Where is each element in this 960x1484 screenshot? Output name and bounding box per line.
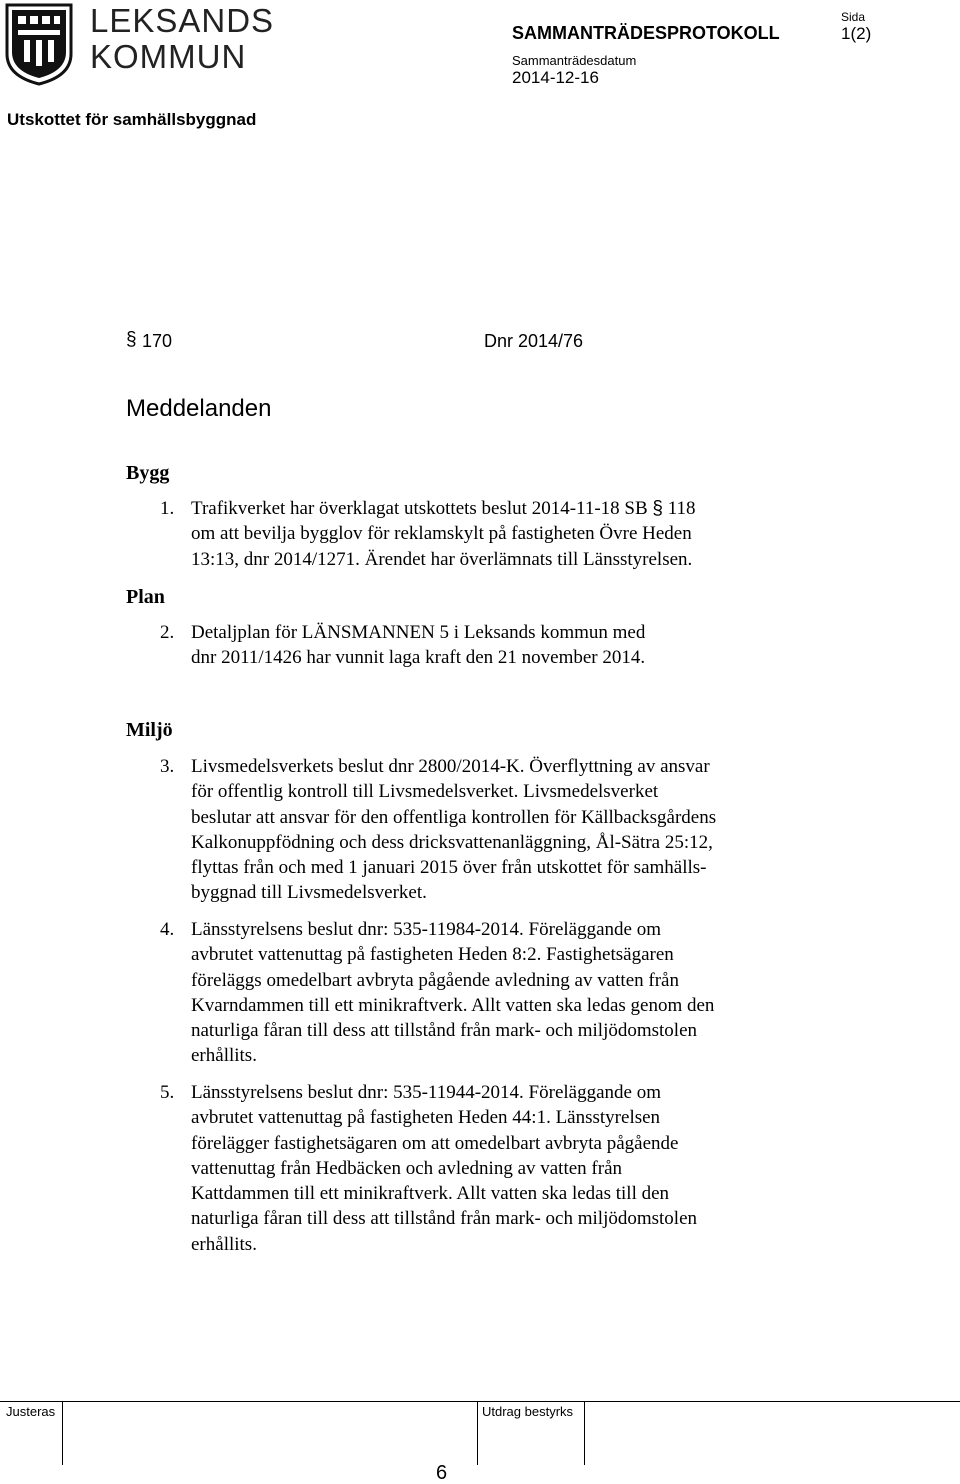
section-heading-miljo: Miljö (126, 719, 173, 741)
list-item-line: Kalkonuppfödning och dess dricksvattenanläggning, Ål-Sätra 25:12, (191, 831, 713, 853)
list-item (191, 917, 831, 1069)
page-title: Meddelanden (126, 395, 272, 422)
list-item-line: Länsstyrelsens beslut dnr: 535-11984-2014. Föreläggande om (191, 919, 661, 940)
list-item-line: Kattdammen till ett minikraftverk. Allt vatten ska ledas till den (191, 1183, 670, 1205)
list-item-line: flyttas från och med 1 januari 2015 över från utskottet för samhälls- (191, 857, 707, 879)
document-type: SAMMANTRÄDESPROTOKOLL (512, 23, 780, 43)
list-item-line: 13:13, dnr 2014/1271. Ärendet har överlämnats till Länsstyrelsen. (191, 548, 693, 570)
list-item-line: för offentlig kontroll till Livsmedelsverket. Livsmedelsverket (191, 781, 659, 803)
list-item-line: Länsstyrelsens beslut dnr: 535-11944-2014. Föreläggande om (191, 1082, 661, 1103)
list-item-line: avbrutet vattenuttag på fastigheten Heden 44:1. Länsstyrelsen (191, 1107, 661, 1129)
case-number: 170 (142, 331, 173, 351)
committee-name: Utskottet för samhällsbyggnad (7, 110, 257, 129)
footer-divider (0, 1401, 960, 1402)
case-dnr: Dnr 2014/76 (484, 331, 584, 351)
list-item (191, 496, 831, 572)
list-item (191, 620, 831, 671)
list-item-line: Livsmedelsverkets beslut dnr 2800/2014-K. Överflyttning av ansvar (191, 756, 710, 777)
list-item-number: 4. (160, 919, 175, 940)
list-item-line: Trafikverket har överklagat utskottets beslut 2014-11-18 SB § 118 (191, 498, 696, 519)
list-item-number: 5. (160, 1082, 175, 1103)
logo-wordmark-line1: LEKSANDS (90, 2, 275, 39)
footer-utdrag-label: Utdrag bestyrks (482, 1404, 574, 1419)
list-item (191, 1080, 831, 1257)
list-item-number: 3. (160, 756, 175, 777)
page-count: 1(2) (841, 24, 872, 43)
list-item-number: 2. (160, 622, 175, 643)
list-item-number: 1. (160, 498, 175, 519)
section-heading-bygg: Bygg (126, 462, 170, 484)
list-item-line: Kvarndammen till ett minikraftverk. Allt vatten ska ledas genom den (191, 994, 715, 1016)
footer-column-divider (477, 1401, 478, 1465)
section-symbol: § (652, 498, 663, 519)
list-item-line: förelägger fastighetsägaren om att omedelbart avbryta pågående (191, 1132, 679, 1154)
list-item-line: byggnad till Livsmedelsverket. (191, 882, 427, 904)
page-label: Sida (841, 10, 866, 24)
section-symbol: § (126, 329, 137, 350)
list-item-line: naturliga fåran till dess att tillstånd från mark- och miljödomstolen (191, 1020, 698, 1042)
page-number: 6 (436, 1462, 448, 1484)
meeting-date-label: Sammanträdesdatum (512, 53, 637, 68)
list-item-line: Detaljplan för LÄNSMANNEN 5 i Leksands kommun med (191, 622, 646, 643)
list-item-line: dnr 2011/1426 har vunnit laga kraft den 21 november 2014. (191, 647, 646, 669)
list-item-line: erhållits. (191, 1045, 257, 1067)
list-item (191, 754, 831, 906)
footer-column-divider (62, 1401, 63, 1465)
footer-justeras-label: Justeras (6, 1404, 56, 1419)
footer-column-divider (584, 1401, 585, 1465)
list-item-line: beslutar att ansvar för den offentliga kontrollen för Källbacksgårdens (191, 806, 717, 828)
list-item-line: erhållits. (191, 1233, 257, 1255)
logo-wordmark-line2: KOMMUN (90, 38, 247, 75)
municipality-crest-logo (4, 2, 74, 86)
section-heading-plan: Plan (126, 586, 165, 608)
list-item-line: avbrutet vattenuttag på fastigheten Heden 8:2. Fastighetsägaren (191, 944, 674, 966)
list-item-line: föreläggs omedelbart avbryta pågående avledning av vatten från (191, 969, 679, 991)
meeting-date: 2014-12-16 (512, 68, 599, 87)
list-item-line: naturliga fåran till dess att tillstånd från mark- och miljödomstolen (191, 1208, 698, 1230)
list-item-line: vattenuttag från Hedbäcken och avledning av vatten från (191, 1157, 623, 1179)
list-item-line: om att bevilja bygglov för reklamskylt på fastigheten Övre Heden (191, 523, 692, 545)
